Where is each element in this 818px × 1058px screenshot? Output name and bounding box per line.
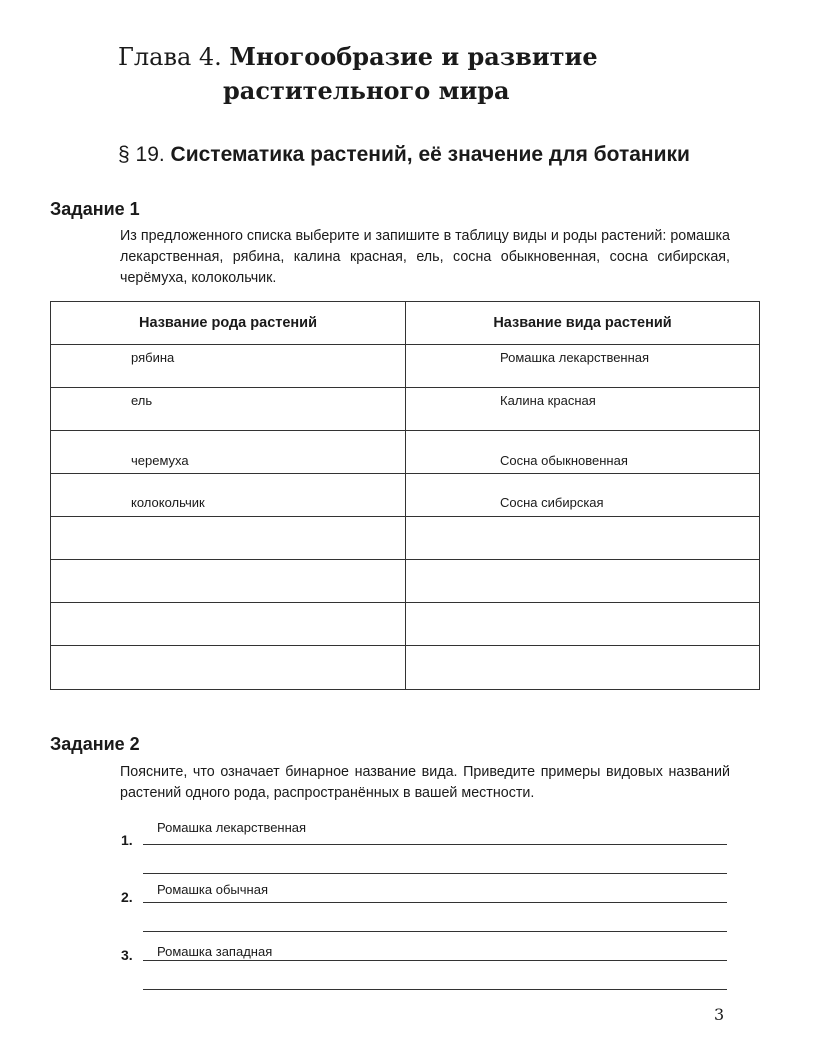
item-number: 3. <box>121 947 133 963</box>
table-row <box>51 560 759 603</box>
genus-answer: ель <box>131 393 153 408</box>
section-title <box>118 140 690 170</box>
table-row <box>51 603 759 646</box>
answer-line[interactable] <box>143 960 727 961</box>
species-cell[interactable] <box>406 474 759 516</box>
table-row <box>51 517 759 560</box>
table-row <box>51 431 759 474</box>
table-row <box>51 345 759 388</box>
task1-heading: Задание 1 <box>50 199 140 219</box>
chapter-label: Глава 4. <box>118 43 230 71</box>
table-row <box>51 474 759 517</box>
page-number: 3 <box>714 1005 725 1024</box>
genus-cell[interactable] <box>51 560 406 602</box>
item-answer: Ромашка обычная <box>157 882 268 897</box>
chapter-title-line1: Многообразие и развитие <box>229 42 598 71</box>
genus-answer: черемуха <box>131 453 189 468</box>
section-title-text: Систематика растений, её значение для ботаники <box>170 143 690 166</box>
chapter-title <box>118 40 598 108</box>
answer-line[interactable] <box>143 931 727 932</box>
genus-cell[interactable] <box>51 431 406 473</box>
genus-answer: рябина <box>131 350 175 365</box>
table-row <box>51 388 759 431</box>
genus-species-table <box>50 301 760 690</box>
answer-line[interactable] <box>143 902 727 903</box>
genus-cell[interactable] <box>51 646 406 689</box>
genus-cell[interactable] <box>51 388 406 430</box>
species-cell[interactable] <box>406 646 759 689</box>
answer-line[interactable] <box>143 873 727 874</box>
species-cell[interactable] <box>406 345 759 387</box>
genus-answer: колокольчик <box>131 495 205 510</box>
species-answer: Сосна обыкновенная <box>500 453 628 468</box>
answer-line[interactable] <box>143 844 727 845</box>
genus-cell[interactable] <box>51 474 406 516</box>
answer-line[interactable] <box>143 989 727 990</box>
header-species: Название вида растений <box>493 315 672 331</box>
species-cell[interactable] <box>406 560 759 602</box>
species-cell[interactable] <box>406 388 759 430</box>
item-number: 2. <box>121 889 133 905</box>
genus-cell[interactable] <box>51 517 406 559</box>
item-number: 1. <box>121 832 133 848</box>
task1-text: Из предложенного списка выберите и запишите в таблицу виды и роды растений: ромашка лекарственная, рябина, калина красная, ель, сосна обыкновенная, сосна сибирская, черёмуха, колокольчик. <box>120 228 730 286</box>
section-number: § 19. <box>118 143 171 166</box>
item-answer: Ромашка лекарственная <box>157 820 307 835</box>
species-cell[interactable] <box>406 603 759 645</box>
chapter-title-line2: растительного мира <box>223 76 510 105</box>
genus-cell[interactable] <box>51 345 406 387</box>
table-row <box>51 646 759 689</box>
species-answer: Ромашка лекарственная <box>500 350 650 365</box>
species-answer: Сосна сибирская <box>500 495 604 510</box>
species-cell[interactable] <box>406 517 759 559</box>
task2-heading: Задание 2 <box>50 734 140 754</box>
genus-cell[interactable] <box>51 603 406 645</box>
task2-text: Поясните, что означает бинарное название вида. Приведите примеры видовых названий растений одного рода, распространённых в вашей местности. <box>120 764 730 801</box>
header-genus: Название рода растений <box>51 302 406 344</box>
species-cell[interactable] <box>406 431 759 473</box>
species-answer: Калина красная <box>500 393 596 408</box>
table-header-row <box>51 302 759 345</box>
item-answer: Ромашка западная <box>157 944 273 959</box>
